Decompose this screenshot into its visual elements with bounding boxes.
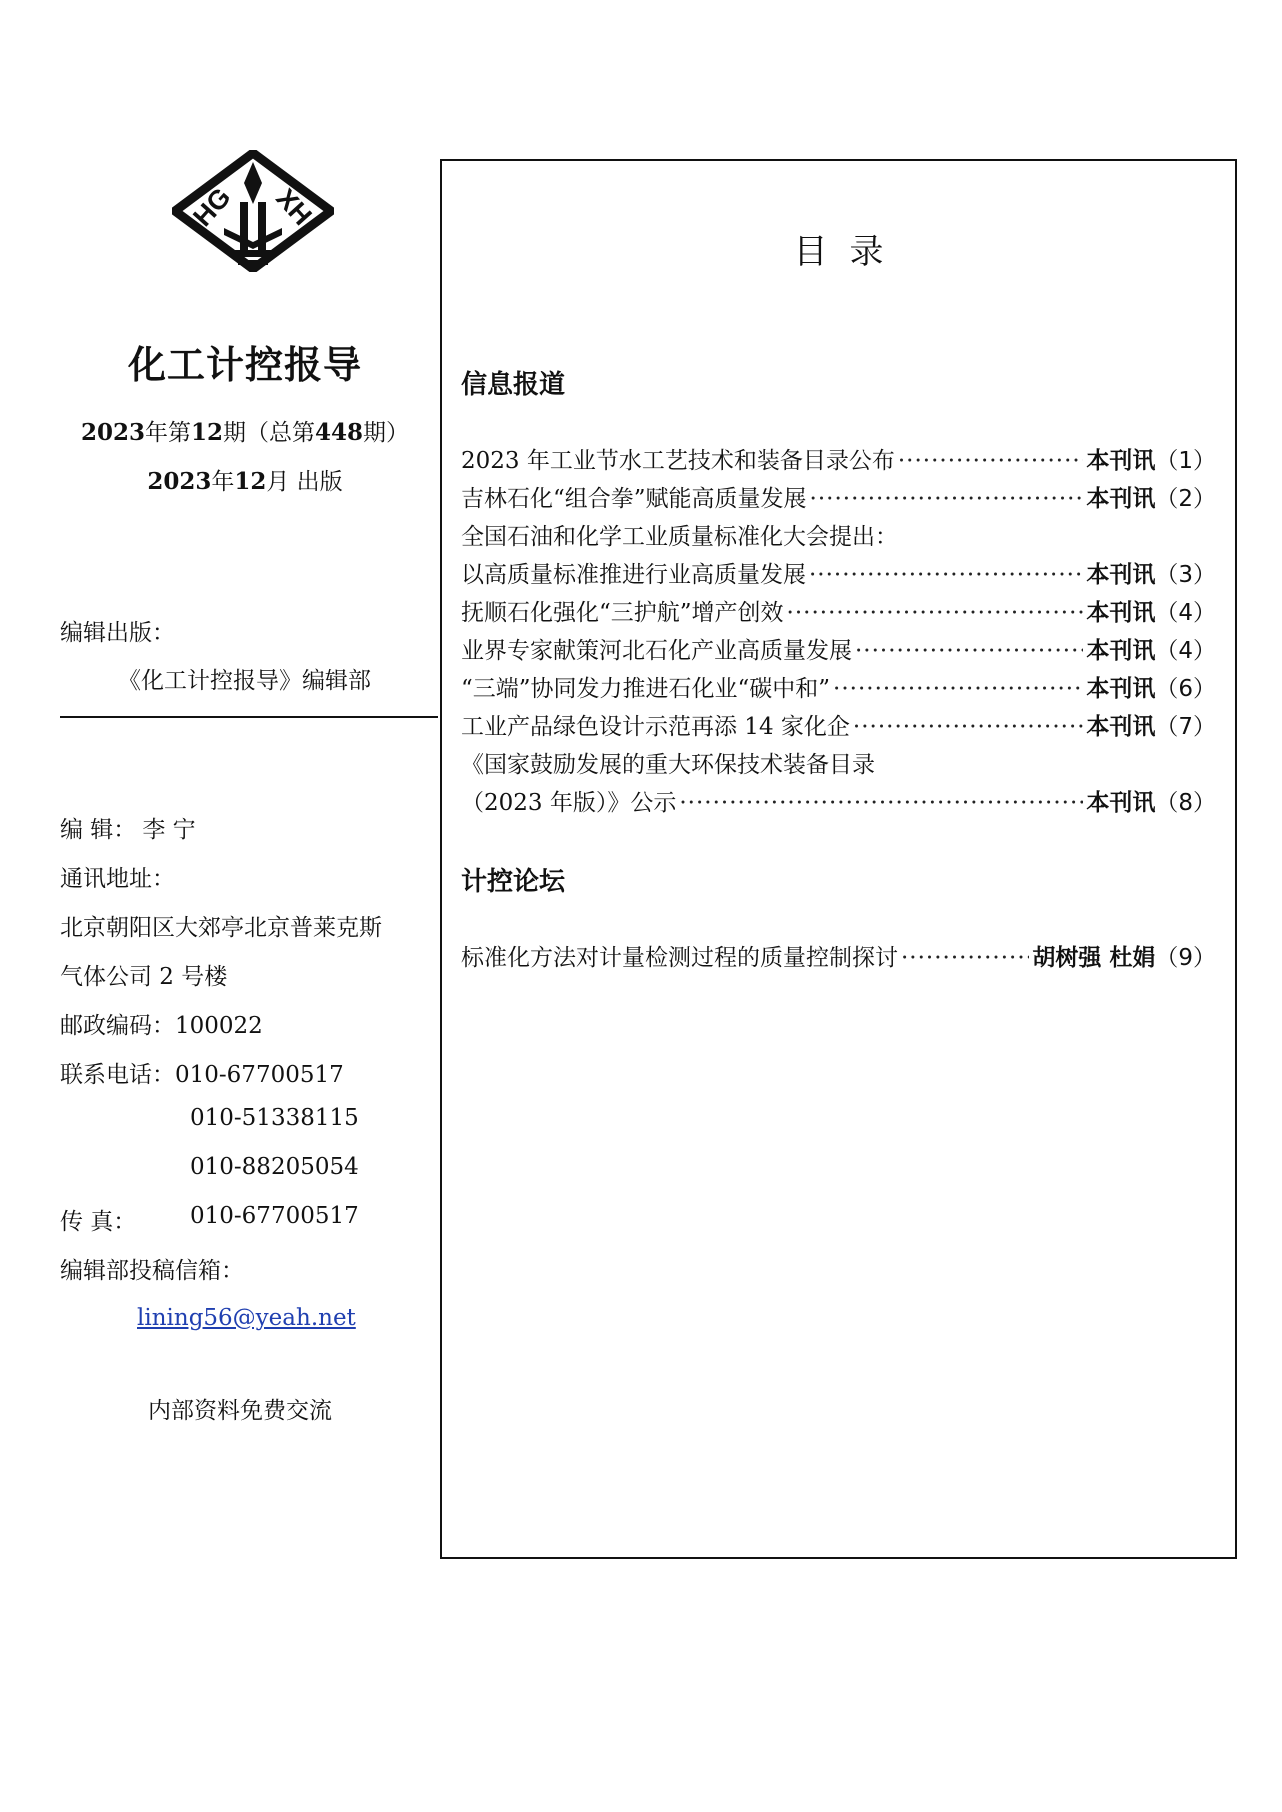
toc-entry-title: 抚顺石化强化“三护航”增产创效 bbox=[461, 600, 784, 626]
pub-month: 12 bbox=[234, 468, 267, 495]
toc-leader-dots bbox=[898, 448, 1084, 474]
fax-row bbox=[60, 1203, 359, 1236]
issue-text-3: 期） bbox=[363, 420, 410, 446]
toc-entry-source: 本刊讯 bbox=[1086, 562, 1156, 588]
editor-department: 《化工计控报导》编辑部 bbox=[118, 668, 371, 694]
email-link[interactable]: lining56@yeah.net bbox=[137, 1305, 356, 1331]
phone-value-3: 010-88205054 bbox=[190, 1154, 359, 1180]
address-line-2: 气体公司 2 号楼 bbox=[60, 964, 228, 990]
address-line-1: 北京朝阳区大郊亭北京普莱克斯 bbox=[60, 915, 382, 941]
toc-entry[interactable] bbox=[461, 556, 1216, 586]
toc-entry[interactable] bbox=[461, 939, 1216, 969]
publication-date bbox=[60, 463, 430, 496]
toc-entry-source: 本刊讯 bbox=[1086, 486, 1156, 512]
toc-entry-source: 本刊讯 bbox=[1086, 676, 1156, 702]
phone-value-2: 010-51338115 bbox=[190, 1105, 359, 1131]
toc-entry-source: 胡树强 杜娟 bbox=[1032, 945, 1156, 971]
postcode-value: 100022 bbox=[175, 1013, 263, 1039]
editor-name: 李 宁 bbox=[142, 817, 196, 843]
toc-entry-source: 本刊讯 bbox=[1086, 600, 1156, 626]
pub-text-2: 月 出版 bbox=[266, 469, 343, 495]
issue-total: 448 bbox=[315, 419, 364, 446]
issue-year: 2023 bbox=[80, 419, 145, 446]
postcode-row bbox=[60, 1007, 263, 1040]
toc-leader-dots bbox=[855, 638, 1083, 664]
postcode-label: 邮政编码： bbox=[60, 1013, 175, 1039]
circulation-note: 内部资料免费交流 bbox=[148, 1398, 332, 1424]
toc-entry-title: 吉林石化“组合拳”赋能高质量发展 bbox=[461, 486, 807, 512]
issue-text-2: 期（总第 bbox=[223, 420, 315, 446]
issue-line bbox=[60, 414, 430, 447]
toc-entry-title: 业界专家献策河北石化产业高质量发展 bbox=[461, 638, 852, 664]
toc-entry-title: 标准化方法对计量检测过程的质量控制探讨 bbox=[461, 945, 898, 971]
email-label: 编辑部投稿信箱： bbox=[60, 1258, 244, 1284]
toc-entry-source: 本刊讯 bbox=[1086, 790, 1156, 816]
toc-entry-title-line1[interactable]: 《国家鼓励发展的重大环保技术装备目录 bbox=[461, 752, 875, 778]
toc-entry-title-line1[interactable]: 全国石油和化学工业质量标准化大会提出： bbox=[461, 524, 898, 550]
toc-entry-title: “三端”协同发力推进石化业“碳中和” bbox=[461, 676, 831, 702]
toc-entry-title: （2023 年版）》公示 bbox=[461, 790, 677, 816]
logo-text-left: HG bbox=[187, 181, 237, 233]
toc-entry-page: （1） bbox=[1155, 448, 1216, 474]
toc-entry[interactable] bbox=[461, 632, 1216, 662]
toc-entry[interactable] bbox=[461, 594, 1216, 624]
toc-entry-title: 2023 年工业节水工艺技术和装备目录公布 bbox=[461, 448, 895, 474]
toc-leader-dots bbox=[833, 676, 1083, 702]
section-heading-forum: 计控论坛 bbox=[461, 867, 566, 897]
issue-text-1: 年第 bbox=[144, 420, 191, 446]
toc-entry[interactable] bbox=[461, 670, 1216, 700]
toc-entry-title: 以高质量标准推进行业高质量发展 bbox=[461, 562, 806, 588]
pub-text-1: 年 bbox=[211, 469, 235, 495]
toc-title: 目录 bbox=[793, 232, 906, 272]
magazine-title: 化工计控报导 bbox=[127, 343, 362, 387]
phone-label: 联系电话： bbox=[60, 1062, 175, 1088]
toc-entry[interactable] bbox=[461, 708, 1216, 738]
editor-name-label: 编 辑： bbox=[60, 817, 137, 843]
phone-value-1: 010-67700517 bbox=[175, 1062, 344, 1088]
toc-entry[interactable] bbox=[461, 442, 1216, 472]
toc-entry-page: （4） bbox=[1155, 638, 1216, 664]
pub-year: 2023 bbox=[147, 468, 212, 495]
toc-entry-title: 工业产品绿色设计示范再添 14 家化企 bbox=[461, 714, 850, 740]
editor-row bbox=[60, 811, 196, 844]
logo-text-right: XH bbox=[270, 183, 318, 231]
toc-entry-source: 本刊讯 bbox=[1086, 448, 1156, 474]
toc-leader-dots bbox=[810, 486, 1084, 512]
hgxh-logo bbox=[172, 150, 334, 272]
toc-leader-dots bbox=[853, 714, 1083, 740]
table-of-contents bbox=[440, 159, 1237, 1559]
toc-leader-dots bbox=[787, 600, 1084, 626]
fax-label: 传 真： bbox=[60, 1209, 137, 1235]
toc-entry-page: （6） bbox=[1155, 676, 1216, 702]
toc-entry-page: （8） bbox=[1155, 790, 1216, 816]
issue-number: 12 bbox=[190, 419, 223, 446]
toc-entry-page: （7） bbox=[1155, 714, 1216, 740]
toc-leader-dots bbox=[901, 945, 1029, 971]
toc-leader-dots bbox=[679, 790, 1083, 816]
toc-entry-page: （9） bbox=[1155, 945, 1216, 971]
fax-value: 010-67700517 bbox=[190, 1203, 359, 1229]
toc-entry[interactable] bbox=[461, 480, 1216, 510]
toc-entry-page: （4） bbox=[1155, 600, 1216, 626]
toc-entry[interactable] bbox=[461, 784, 1216, 814]
editor-publisher-label: 编辑出版： bbox=[60, 620, 175, 646]
toc-leader-dots bbox=[809, 562, 1083, 588]
toc-entry-source: 本刊讯 bbox=[1086, 714, 1156, 740]
toc-entry-source: 本刊讯 bbox=[1086, 638, 1156, 664]
phone-row bbox=[60, 1056, 344, 1089]
toc-entry-page: （2） bbox=[1155, 486, 1216, 512]
toc-entry-page: （3） bbox=[1155, 562, 1216, 588]
section-heading-news: 信息报道 bbox=[461, 370, 566, 400]
address-label: 通讯地址： bbox=[60, 866, 175, 892]
left-divider bbox=[60, 716, 438, 718]
